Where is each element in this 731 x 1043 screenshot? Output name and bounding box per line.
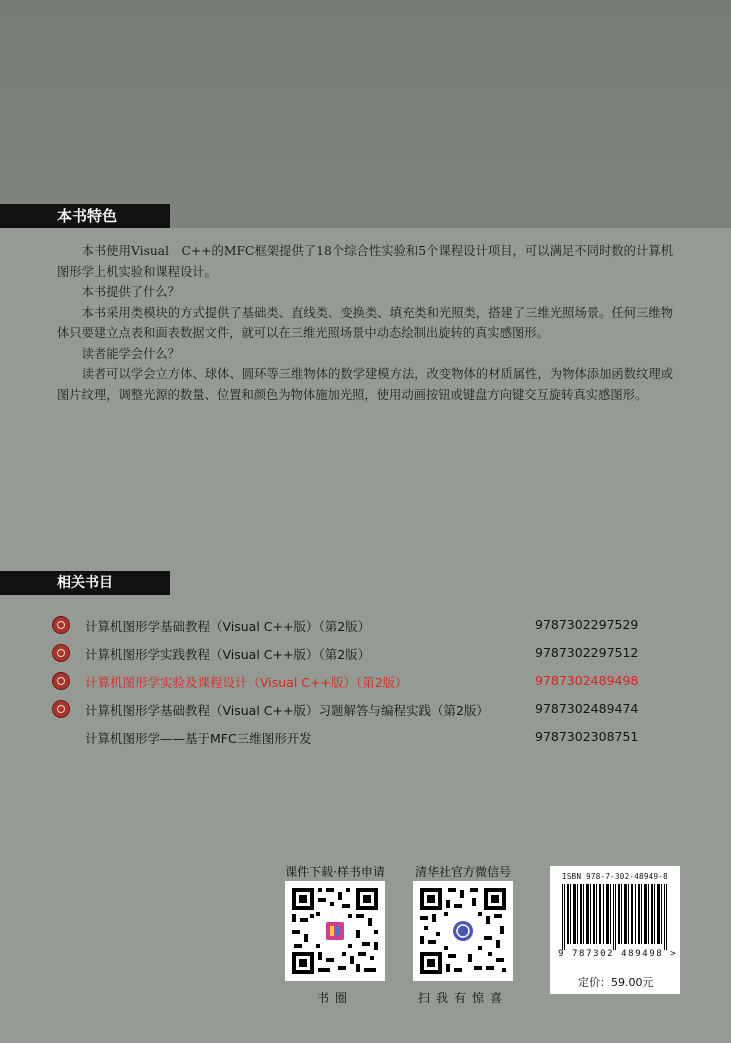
top-band [0, 0, 731, 228]
barcode-digits: 9 787302 489498 > [558, 949, 678, 959]
features-paragraph: 本书使用Visual C++的MFC框架提供了18个综合性实验和5个课程设计项目，可以满足不同时数的计算机图形学上机实验和课程设计。 [57, 244, 673, 279]
book-title: 计算机图形学实践教程（Visual C++版）（第2版） [85, 647, 371, 662]
qr-footer: 书圈 [316, 991, 353, 1005]
qr-code-icon[interactable] [285, 881, 385, 981]
qr-code-graphic [290, 886, 380, 976]
book-title: 计算机图形学实验及课程设计（Visual C++版）（第2版） [85, 675, 408, 690]
related-book-list [52, 614, 692, 754]
book-isbn: 9787302297529 [535, 617, 639, 632]
barcode-icon [562, 884, 668, 950]
qr-footer: 扫我有惊喜 [417, 991, 508, 1005]
features-question: 读者能学会什么？ [81, 346, 180, 361]
qr-block-right [411, 863, 515, 1006]
publisher-seal-icon [52, 616, 70, 634]
features-paragraph: 读者可以学会立方体、球体、圆环等三维物体的数学建模方法，改变物体的材质属性，为物体添加函数纹理或图片纹理，调整光源的数量、位置和颜色为物体施加光照，使用动画按钮或键盘方向键交互旋转真实感图形。 [57, 367, 673, 402]
qr-caption: 清华社官方微信号 [414, 865, 511, 879]
features-text [57, 241, 673, 405]
qr-code-icon[interactable] [413, 881, 513, 981]
publisher-seal-icon [52, 672, 70, 690]
price-label: 定价：59.00元 [578, 976, 654, 989]
qr-block-left [283, 863, 387, 1006]
features-question: 本书提供了什么？ [81, 285, 180, 299]
barcode-isbn-text: ISBN 978-7-302-48949-8 [562, 872, 668, 881]
book-title: 计算机图形学基础教程（Visual C++版）（第2版） [85, 619, 371, 634]
list-item [52, 614, 692, 642]
list-item-current [52, 670, 692, 698]
list-item [52, 726, 692, 754]
related-heading: 相关书目 [0, 571, 170, 595]
publisher-seal-icon [52, 700, 70, 718]
book-title: 计算机图形学——基于MFC三维图形开发 [85, 731, 312, 746]
book-isbn: 9787302308751 [535, 729, 639, 744]
publisher-seal-icon [52, 644, 70, 662]
list-item [52, 698, 692, 726]
book-isbn: 9787302297512 [535, 645, 639, 660]
qr-caption: 课件下载·样书申请 [285, 865, 385, 879]
book-isbn: 9787302489498 [535, 673, 639, 688]
features-heading: 本书特色 [0, 204, 170, 228]
book-title: 计算机图形学基础教程（Visual C++版）习题解答与编程实践（第2版） [85, 703, 489, 718]
features-paragraph: 本书采用类模块的方式提供了基础类、直线类、变换类、填充类和光照类，搭建了三维光照场景。任何三维物体只要建立点表和面表数据文件，就可以在三维光照场景中动态绘制出旋转的真实感图形。 [57, 305, 673, 340]
list-item [52, 642, 692, 670]
isbn-barcode [550, 866, 680, 994]
qr-code-graphic [418, 886, 508, 976]
book-isbn: 9787302489474 [535, 701, 639, 716]
